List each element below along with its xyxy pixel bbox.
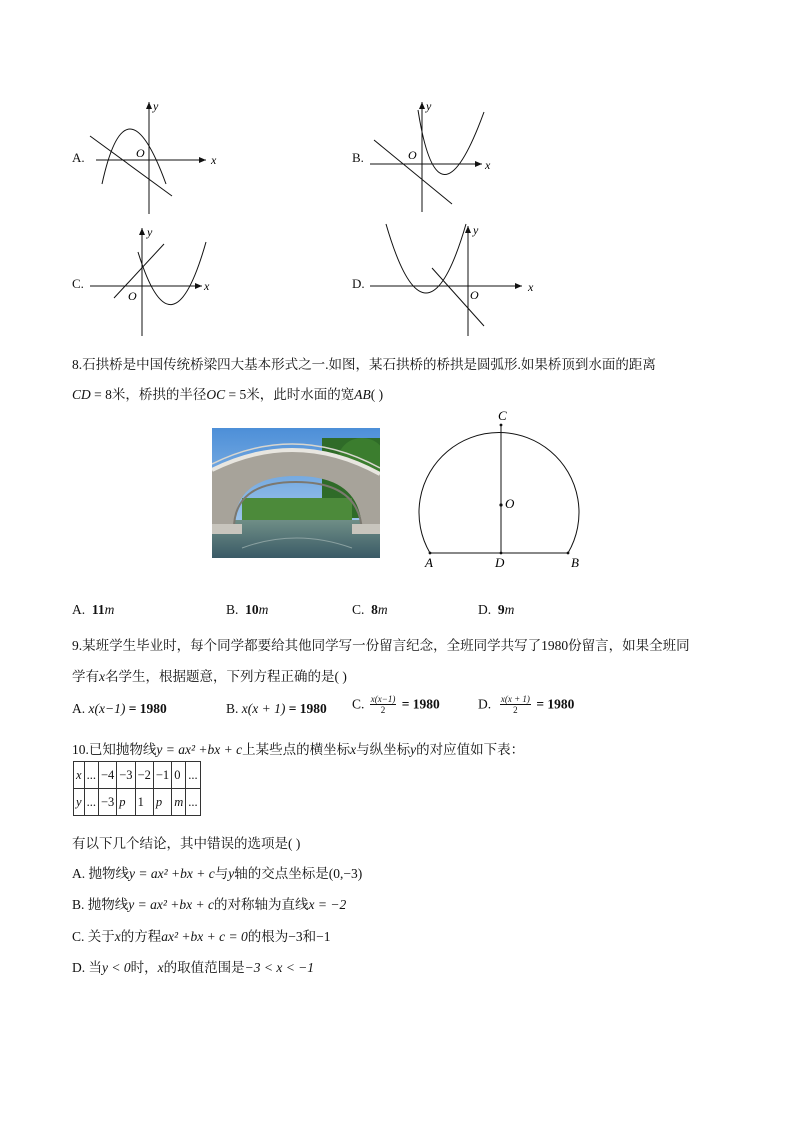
table-cell: ... (84, 789, 98, 816)
graph-a-plot (60, 98, 230, 218)
table-cell: −3 (117, 762, 135, 789)
value-table (73, 761, 201, 816)
q9-option-a[interactable]: A. x(x−1) = 1980 (72, 701, 167, 716)
q9-option-d[interactable]: D. $\frac{x(x + 1)}{2}$ = 1980 (478, 694, 575, 715)
table-cell: −2 (135, 762, 153, 789)
q10-option-d[interactable]: D. 当y < 0时，x的取值范围是−3 < x < −1 (72, 960, 315, 975)
table-row-y (74, 789, 201, 816)
q9-line1: 9.某班学生毕业时，每个同学都要给其他同学写一份留言纪念，全班同学共写了1980份留言，如果全班同 (72, 638, 690, 653)
table-cell: 0 (172, 762, 186, 789)
table-cell: ... (186, 762, 200, 789)
q8-paren: ( ) (370, 387, 384, 402)
q8-line2 (72, 383, 383, 403)
point-b-label: B (571, 555, 579, 570)
graph-c-plot (60, 222, 230, 342)
graph-a-x-label: x (211, 153, 217, 167)
graph-d-x-label: x (528, 280, 534, 294)
q8-cd: CD (72, 387, 91, 402)
table-cell: m (172, 789, 186, 816)
table-cell: y (74, 789, 85, 816)
table-cell: p (117, 789, 135, 816)
q8-line1: 8.石拱桥是中国传统桥梁四大基本形式之一.如图，某石拱桥的桥拱是圆弧形.如果桥顶到水面的距离 (72, 357, 656, 372)
q8-option-b[interactable]: B. 10m (226, 602, 269, 617)
table-cell: p (153, 789, 171, 816)
q8-text-d: = 5米，此时水面的宽 (225, 387, 355, 402)
point-a-label: A (425, 555, 433, 570)
graph-c (60, 222, 230, 342)
table-cell: x (74, 762, 85, 789)
graph-d-plot (340, 222, 540, 342)
graph-a-label: A. (72, 150, 85, 165)
table-cell: −3 (98, 789, 116, 816)
graph-d-label: D. (352, 276, 365, 291)
point-o-label: O (505, 496, 515, 511)
graph-a (60, 98, 230, 218)
q10-prompt: 有以下几个结论，其中错误的选项是( ) (72, 836, 301, 851)
q8-oc: OC (206, 387, 226, 402)
graph-c-x-label: x (204, 279, 210, 293)
q8-option-d[interactable]: D. 9m (478, 602, 515, 617)
q8-option-a[interactable]: A. 11m (72, 602, 115, 617)
table-cell: −4 (98, 762, 116, 789)
graph-a-origin-label: O (136, 146, 145, 160)
table-cell: 1 (135, 789, 153, 816)
point-c-label: C (498, 408, 507, 423)
graph-b (340, 98, 510, 218)
graph-c-label: C. (72, 276, 84, 291)
table-cell: ... (84, 762, 98, 789)
q9-option-c[interactable]: C. $\frac{x(x-1)}{2}$ = 1980 (352, 694, 440, 715)
graph-b-label: B. (352, 150, 364, 165)
table-cell: ... (186, 789, 200, 816)
graph-b-origin-label: O (408, 148, 417, 162)
q10-option-a[interactable]: A. 抛物线y = ax² +bx + c与y轴的交点坐标是(0,−3) (72, 866, 363, 881)
graph-b-x-label: x (485, 158, 491, 172)
q8-text-b: = 8米，桥拱的半径 (90, 387, 207, 402)
graph-c-origin-label: O (128, 289, 137, 303)
q9-line2: 学有x名学生，根据题意，下列方程正确的是( ) (72, 669, 347, 684)
q8-ab: AB (354, 387, 371, 402)
graph-d-origin-label: O (470, 288, 479, 302)
arch-diagram (405, 405, 605, 575)
q8-option-c[interactable]: C. 8m (352, 602, 388, 617)
table-cell: −1 (153, 762, 171, 789)
graph-b-plot (340, 98, 510, 218)
q10-option-c[interactable]: C. 关于x的方程ax² +bx + c = 0的根为−3和−1 (72, 929, 331, 944)
graph-d-y-label: y (473, 223, 479, 237)
graph-a-y-label: y (153, 99, 159, 113)
bridge-photo (212, 428, 380, 558)
graph-c-y-label: y (147, 225, 153, 239)
point-d-label: D (495, 555, 505, 570)
q10-option-b[interactable]: B. 抛物线y = ax² +bx + c的对称轴为直线x = −2 (72, 897, 347, 912)
q9-option-b[interactable]: B. x(x + 1) = 1980 (226, 701, 327, 716)
graph-d (340, 222, 540, 342)
table-row-x (74, 762, 201, 789)
graph-b-y-label: y (426, 99, 432, 113)
q10-stem: 10.已知抛物线y = ax² +bx + c上某些点的横坐标x与纵坐标y的对应值如下表： (72, 742, 525, 757)
